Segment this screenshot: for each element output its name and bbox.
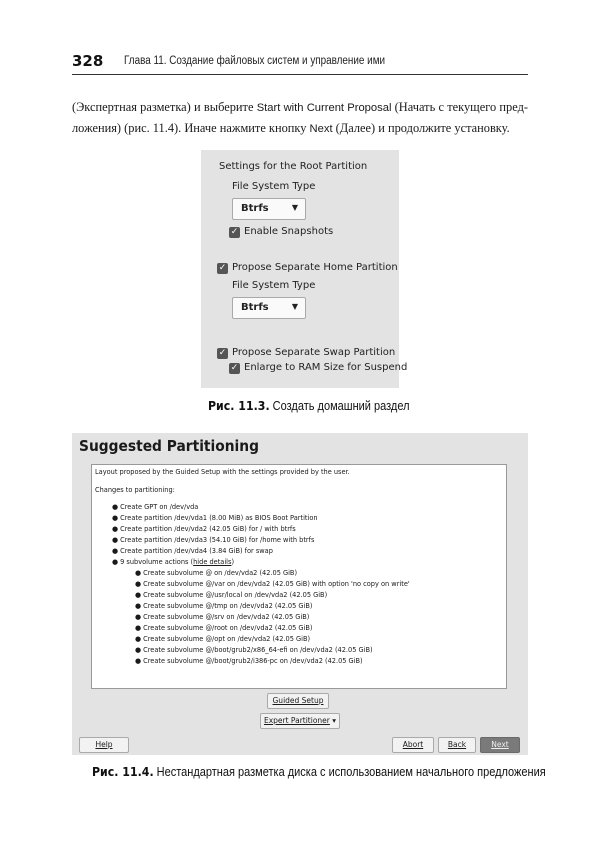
fs-type-select-root[interactable]: [232, 198, 306, 220]
enable-snapshots-label: Enable Snapshots: [244, 226, 334, 237]
back-label: Back: [447, 740, 467, 749]
propose-swap-label: Propose Separate Swap Partition: [232, 347, 396, 358]
propose-home-checkbox[interactable]: ✓: [218, 263, 227, 273]
list-item-text: Create subvolume @/boot/grub2/x86_64-efi on /dev/vda2 (42.05 GiB): [143, 646, 373, 654]
list-item: [135, 657, 363, 665]
back-button[interactable]: [438, 737, 476, 753]
list-item-text: Create subvolume @ on /dev/vda2 (42.05 GiB): [143, 569, 298, 577]
enlarge-ram-label: Enlarge to RAM Size for Suspend: [244, 362, 408, 373]
bullet-icon: ●: [135, 624, 142, 632]
fs-type-label-2: File System Type: [232, 280, 316, 291]
list-item-text: Create subvolume @/tmp on /dev/vda2 (42.05 GiB): [143, 602, 313, 610]
figure-suggested-partitioning: [72, 433, 528, 755]
figure-2-caption-label: Рис. 11.4.: [92, 764, 154, 779]
bullet-icon: ●: [112, 525, 119, 533]
list-item-text: Create partition /dev/vda2 (42.05 GiB) for / with btrfs: [120, 525, 296, 533]
help-button[interactable]: [79, 737, 129, 753]
bullet-icon: ●: [135, 602, 142, 610]
list-item-text: Create partition /dev/vda1 (8.00 MiB) as BIOS Boot Partition: [120, 514, 318, 522]
propose-home-label: Propose Separate Home Partition: [232, 262, 398, 273]
term-next: Next: [309, 123, 333, 135]
list-item-text: Create GPT on /dev/vda: [120, 503, 199, 511]
bullet-icon: ●: [135, 657, 142, 665]
figure-2-caption: [92, 764, 546, 779]
list-item-text: Create subvolume @/srv on /dev/vda2 (42.05 GiB): [143, 613, 310, 621]
figure-1-caption-label: Рис. 11.3.: [208, 398, 270, 413]
list-item: [112, 503, 198, 511]
guided-setup-label: Guided Setup: [272, 696, 324, 705]
root-partition-heading: Settings for the Root Partition: [219, 161, 368, 172]
header-rule: [72, 74, 528, 75]
list-item-text: Create subvolume @/opt on /dev/vda2 (42.05 GiB): [143, 635, 311, 643]
list-item: [135, 624, 312, 632]
body-text-2b: (Далее) и продолжите установку.: [332, 121, 510, 135]
list-item: [135, 646, 373, 654]
body-paragraph: [72, 97, 528, 139]
subvolume-actions-close: ): [231, 558, 235, 566]
bullet-icon: ●: [112, 536, 119, 544]
figure-1-caption: [208, 398, 410, 413]
next-label: Next: [491, 740, 509, 749]
list-item: [135, 613, 309, 621]
list-item-text: Create subvolume @/root on /dev/vda2 (42.05 GiB): [143, 624, 313, 632]
bullet-icon: ●: [135, 580, 142, 588]
help-label: Help: [95, 740, 113, 749]
bullet-icon: ●: [112, 558, 119, 566]
figure-root-partition-settings: [201, 150, 408, 388]
list-item: [112, 525, 296, 533]
changes-header: Changes to partitioning:: [95, 486, 175, 494]
list-item: [112, 536, 314, 544]
next-button[interactable]: [480, 737, 520, 753]
dropdown-arrow-icon: ▼: [291, 302, 298, 311]
figure-2-caption-text: Нестандартная разметка диска с использованием начального предложения: [153, 765, 546, 779]
bullet-icon: ●: [112, 547, 119, 555]
fs-type-select-home[interactable]: [232, 297, 306, 319]
body-text-1a: (Экспертная разметка) и выберите: [72, 100, 257, 114]
list-item: [135, 591, 327, 599]
list-item: [112, 514, 318, 522]
running-header: [72, 52, 528, 74]
partitioning-summary-panel: [91, 464, 507, 689]
intro-line: Layout proposed by the Guided Setup with the settings provided by the user.: [95, 468, 350, 476]
enable-snapshots-checkbox[interactable]: ✓: [230, 227, 239, 237]
body-text-1b: (Начать с текущего пред-: [391, 100, 528, 114]
chevron-down-icon: ▾: [332, 716, 337, 725]
subvolume-actions-item: [112, 558, 234, 566]
bullet-icon: ●: [112, 503, 119, 511]
list-item: [135, 569, 297, 577]
figure-1-caption-text: Создать домашний раздел: [269, 399, 410, 413]
expert-partitioner-label: Expert Partitioner: [263, 716, 330, 725]
list-item: [135, 602, 312, 610]
expert-partitioner-button[interactable]: [260, 713, 340, 729]
fs-type-value-root: Btrfs: [241, 203, 269, 214]
term-start-with-proposal: Start with Current Proposal: [256, 102, 392, 114]
dropdown-arrow-icon: ▼: [291, 203, 298, 212]
abort-button[interactable]: [392, 737, 434, 753]
list-item-text: Create subvolume @/usr/local on /dev/vda2 (42.05 GiB): [143, 591, 328, 599]
list-item-text: Create subvolume @/boot/grub2/i386-pc on /dev/vda2 (42.05 GiB): [143, 657, 363, 665]
guided-setup-button[interactable]: [267, 693, 329, 709]
abort-label: Abort: [402, 740, 424, 749]
bullet-icon: ●: [135, 569, 142, 577]
enlarge-ram-checkbox[interactable]: ✓: [230, 363, 239, 373]
bullet-icon: ●: [112, 514, 119, 522]
page-number: 328: [72, 52, 104, 70]
list-item-text: Create partition /dev/vda3 (54.10 GiB) for /home with btrfs: [120, 536, 315, 544]
bullet-icon: ●: [135, 646, 142, 654]
subvolume-actions-text: 9 subvolume actions (: [120, 558, 194, 566]
body-text-2a: ложения) (рис. 11.4). Иначе нажмите кнопку: [72, 121, 310, 135]
list-item: [135, 635, 310, 643]
propose-swap-checkbox[interactable]: ✓: [218, 348, 227, 358]
list-item-text: Create subvolume @/var on /dev/vda2 (42.05 GiB) with option 'no copy on write': [143, 580, 410, 588]
bullet-icon: ●: [135, 635, 142, 643]
bullet-icon: ●: [135, 613, 142, 621]
hide-details-link[interactable]: hide details: [193, 558, 232, 566]
fs-type-value-home: Btrfs: [241, 302, 269, 313]
fs-type-label-1: File System Type: [232, 181, 316, 192]
bullet-icon: ●: [135, 591, 142, 599]
chapter-title: Глава 11. Создание файловых систем и управление ими: [124, 55, 386, 67]
list-item: [112, 547, 273, 555]
list-item-text: Create partition /dev/vda4 (3.84 GiB) for swap: [120, 547, 273, 555]
list-item: [135, 580, 410, 588]
suggested-partitioning-title: Suggested Partitioning: [79, 437, 259, 455]
